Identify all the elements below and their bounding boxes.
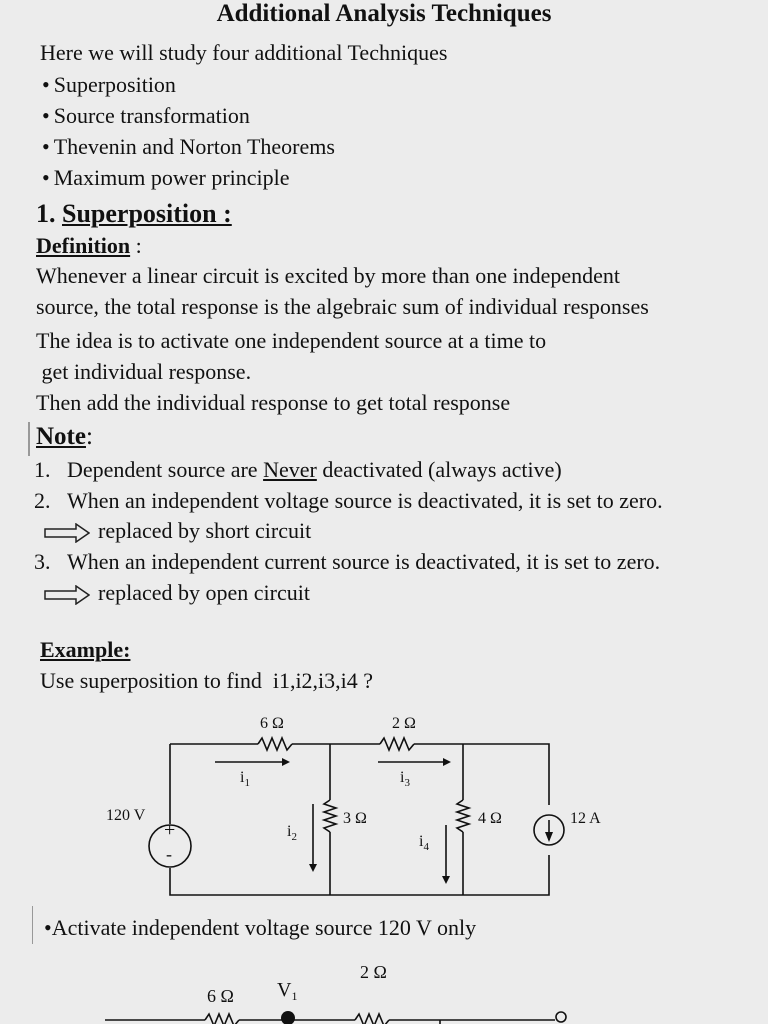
arrowhead-i4 xyxy=(442,876,450,884)
page-title: Additional Analysis Techniques xyxy=(216,0,552,27)
note-result-text: replaced by short circuit xyxy=(98,518,312,543)
label-minus: - xyxy=(166,844,172,864)
arrowhead-i1 xyxy=(282,758,290,766)
note-item-number: 2. xyxy=(34,488,51,513)
definition-line: source, the total response is the algebraic sum of individual responses xyxy=(36,294,649,319)
note-item-emphasis: Never xyxy=(263,457,317,482)
label-plus: + xyxy=(164,819,176,841)
section-label: Superposition : xyxy=(62,199,232,228)
activate-step-text: •Activate independent voltage source 120 V only xyxy=(44,915,477,940)
resistor-6ohm xyxy=(258,738,292,750)
label-i1: $i_1$ xyxy=(240,769,250,789)
resistor-3ohm xyxy=(324,800,336,832)
label-r3: 3 Ω xyxy=(343,810,367,827)
circuit2-resistor-2ohm xyxy=(355,1014,389,1024)
example-heading: Example: xyxy=(40,637,131,662)
circuit2-resistor-6ohm xyxy=(205,1014,239,1024)
section-number: 1. xyxy=(36,199,56,228)
bottom-wire xyxy=(170,855,549,895)
technique-item: • Source transformation xyxy=(42,103,250,129)
label-current-source: 12 A xyxy=(570,810,601,827)
resistor-2ohm xyxy=(380,738,414,750)
note-colon: : xyxy=(85,423,93,450)
label-i3: $i_3$ xyxy=(400,769,410,789)
technique-item: • Superposition xyxy=(42,72,176,98)
intro-text: Here we will study four additional Techniques xyxy=(40,40,448,65)
label-voltage-source: 120 V xyxy=(106,807,146,824)
definition-line: Then add the individual response to get total response xyxy=(36,390,511,415)
definition-line: Whenever a linear circuit is excited by more than one independent xyxy=(36,263,620,288)
label-r4: 4 Ω xyxy=(478,810,502,827)
circuit2-top-wire xyxy=(105,1020,555,1024)
circuit2-terminal xyxy=(556,1012,566,1022)
note-item-text: Dependent source are xyxy=(67,457,264,482)
example-qmark: ? xyxy=(357,668,374,693)
definition-line: The idea is to activate one independent source at a time to xyxy=(36,328,547,353)
circuit2-label-r2: 2 Ω xyxy=(360,962,387,982)
current-source-arrowhead xyxy=(545,832,553,842)
label-i4: $i_4$ xyxy=(419,833,429,853)
note-item-number: 3. xyxy=(34,549,51,574)
definition-colon: : xyxy=(130,233,142,258)
resistor-4ohm xyxy=(457,800,469,832)
arrowhead-i3 xyxy=(443,758,451,766)
note-item-text: When an independent current source is deactivated, it is set to zero. xyxy=(67,549,661,574)
circuit2-label-r1: 6 Ω xyxy=(207,986,234,1006)
example-variables: i1,i2,i3,i4 xyxy=(272,668,358,693)
note-result-text: replaced by open circuit xyxy=(98,580,310,605)
note-label: Note xyxy=(36,423,86,450)
note-item-text: deactivated (always active) xyxy=(316,457,562,482)
label-r2: 2 Ω xyxy=(392,715,416,732)
note-item-text: When an independent voltage source is deactivated, it is set to zero. xyxy=(67,488,663,513)
circuit2-label-node: $V_1$ xyxy=(277,979,298,1003)
example-question-text: Use superposition to find xyxy=(40,668,262,693)
definition-line: get individual response. xyxy=(36,359,252,384)
circuit2-node-v1 xyxy=(281,1011,295,1024)
top-wire xyxy=(170,744,549,805)
arrowhead-i2 xyxy=(309,864,317,872)
label-i2: $i_2$ xyxy=(287,823,297,843)
margin-bar xyxy=(32,906,33,944)
technique-item: • Thevenin and Norton Theorems xyxy=(42,134,335,160)
technique-item: • Maximum power principle xyxy=(42,165,290,191)
note-item-number: 1. xyxy=(34,457,51,482)
label-r1: 6 Ω xyxy=(260,715,284,732)
definition-label: Definition xyxy=(36,233,131,258)
